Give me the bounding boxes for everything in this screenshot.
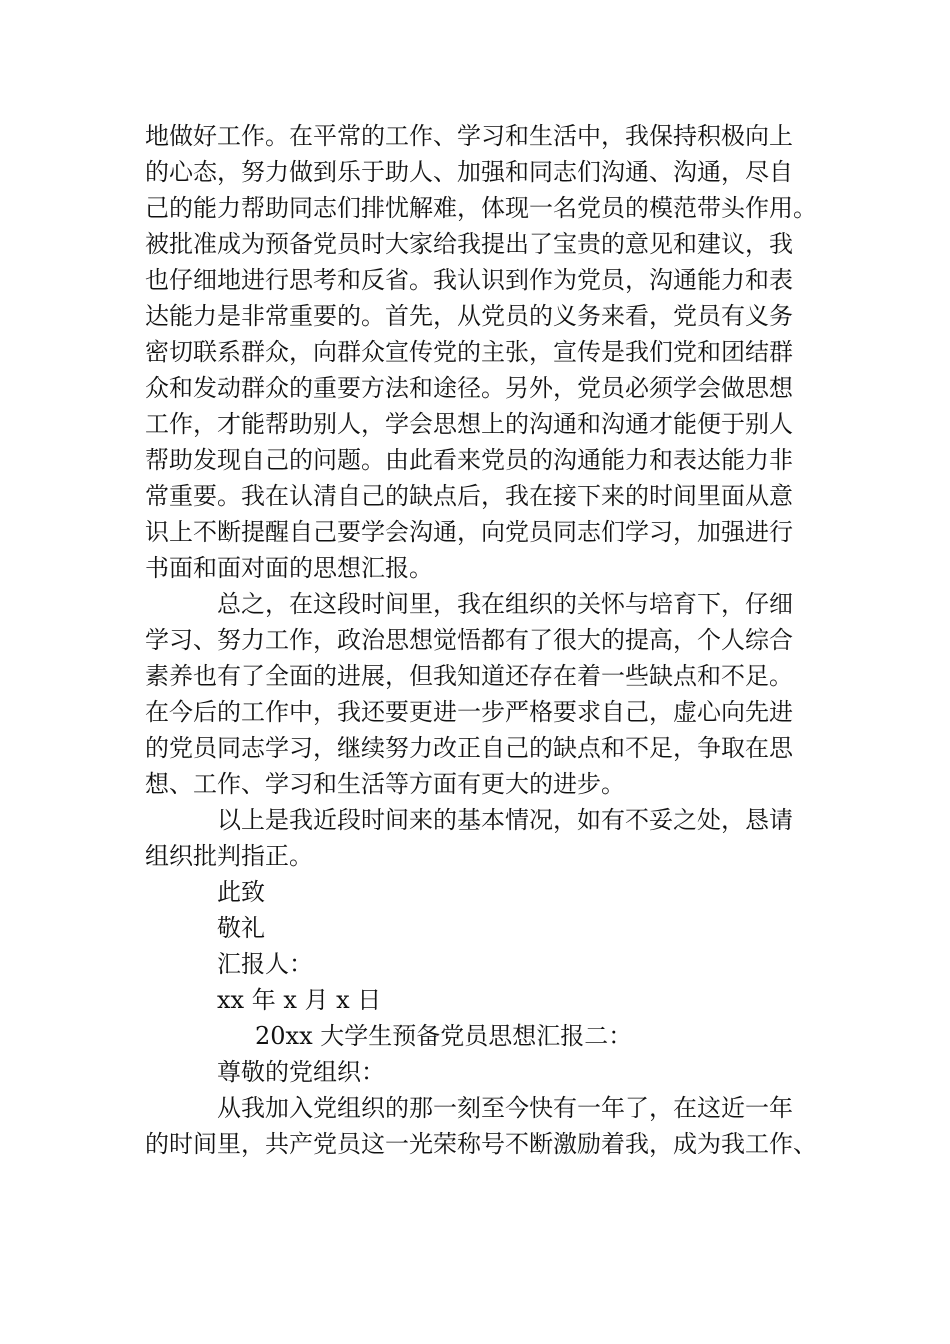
paragraph-line: 众和发动群众的重要方法和途径。另外，党员必须学会做思想 [145,374,793,402]
paragraph-line: 也仔细地进行思考和反省。我认识到作为党员，沟通能力和表 [145,266,793,294]
paragraph-line: 在今后的工作中，我还要更进一步严格要求自己，虚心向先进 [145,698,793,726]
paragraph-line: 的心态，努力做到乐于助人、加强和同志们沟通、沟通，尽自 [145,158,793,186]
paragraph-line: 书面和面对面的思想汇报。 [145,554,433,582]
document-body [145,118,817,1162]
paragraph-line: 识上不断提醒自己要学会沟通，向党员同志们学习，加强进行 [145,518,793,546]
paragraph-line: 总之，在这段时间里，我在组织的关怀与培育下，仔细 [217,590,793,618]
paragraph-line: 常重要。我在认清自己的缺点后，我在接下来的时间里面从意 [145,482,793,510]
paragraph-line: 地做好工作。在平常的工作、学习和生活中，我保持积极向上 [145,122,793,150]
paragraph-line: 被批准成为预备党员时大家给我提出了宝贵的意见和建议，我 [145,230,793,258]
paragraph-line: 己的能力帮助同志们排忧解难，体现一名党员的模范带头作用。 [145,194,817,222]
paragraph-line: 工作，才能帮助别人，学会思想上的沟通和沟通才能便于别人 [145,410,793,438]
paragraph-line: 想、工作、学习和生活等方面有更大的进步。 [145,770,625,798]
paragraph-line: 帮助发现自己的问题。由此看来党员的沟通能力和表达能力非 [145,446,793,474]
closing-line: 此致 [217,878,265,906]
paragraph-line: 组织批判指正。 [145,842,313,870]
closing-line: 敬礼 [217,914,265,942]
paragraph-line: 的时间里，共产党员这一光荣称号不断激励着我，成为我工作、 [145,1130,817,1158]
date-line: xx 年 x 月 x 日 [217,986,382,1014]
paragraph-line: 密切联系群众，向群众宣传党的主张，宣传是我们党和团结群 [145,338,793,366]
paragraph-line: 素养也有了全面的进展，但我知道还存在着一些缺点和不足。 [145,662,793,690]
paragraph-line: 的党员同志学习，继续努力改正自己的缺点和不足，争取在思 [145,734,793,762]
paragraph-line: 达能力是非常重要的。首先，从党员的义务来看，党员有义务 [145,302,793,330]
salutation-line: 尊敬的党组织： [217,1058,385,1086]
section-title: 20xx 大学生预备党员思想汇报二： [255,1022,633,1050]
signature-line: 汇报人： [217,950,313,978]
paragraph-line: 学习、努力工作，政治思想觉悟都有了很大的提高，个人综合 [145,626,793,654]
paragraph-line: 从我加入党组织的那一刻至今快有一年了，在这近一年 [217,1094,793,1122]
paragraph-line: 以上是我近段时间来的基本情况，如有不妥之处，恳请 [217,806,793,834]
